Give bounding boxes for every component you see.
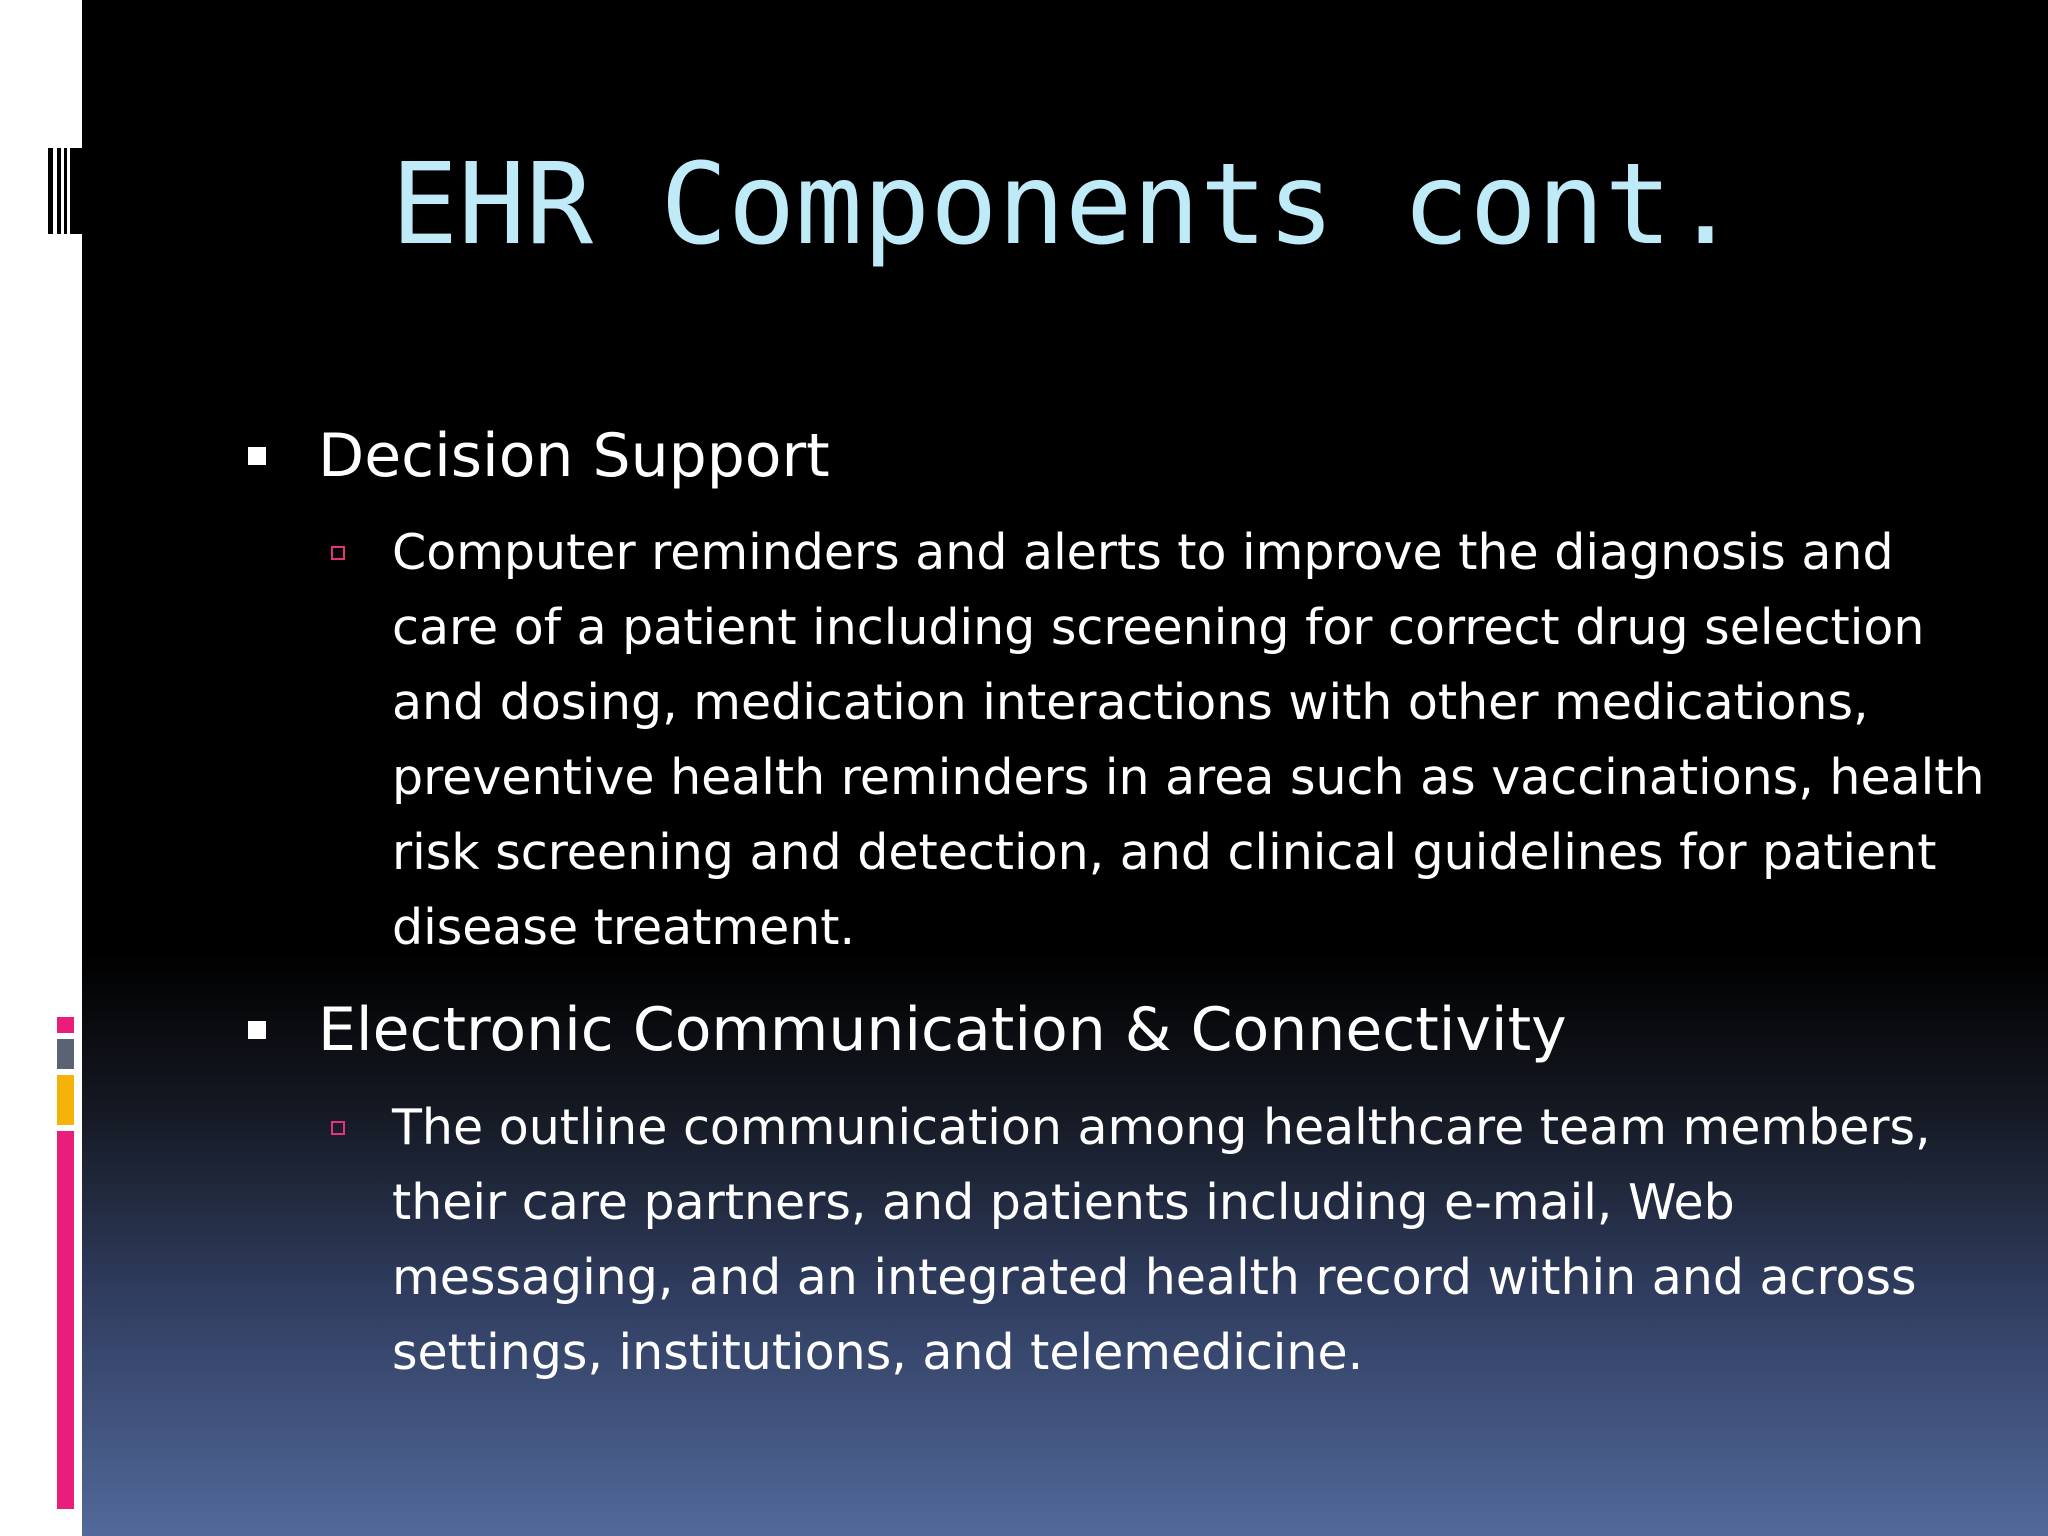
bullet-marker [248, 1021, 266, 1039]
sub-bullet-marker [331, 546, 345, 560]
slide-title: EHR Components cont. [390, 140, 1740, 270]
left-margin [0, 0, 82, 1536]
section-heading-electronic-communication: Electronic Communication & Connectivity [318, 995, 1567, 1065]
sub-bullet-marker [331, 1121, 345, 1135]
accent-bar-pink-top [57, 1017, 74, 1033]
section-heading-decision-support: Decision Support [318, 421, 830, 491]
section-body-decision-support: Computer reminders and alerts to improve the diagnosis and care of a patient including screening for correct drug selection and dosing, medication interactions with other medications, preventive health reminders in area such as vaccinations, health risk screening and detection, and clinical guidelines for patient disease treatment. [392, 524, 1985, 956]
accent-bar-gray [57, 1039, 74, 1069]
accent-bar-pink-long [57, 1131, 74, 1509]
section-body-electronic-communication: The outline communication among healthcare team members, their care partners, and patients including e-mail, Web messaging, and an integrated health record within and across settings, institutions, and telemedicine. [392, 1099, 1931, 1381]
bullet-marker [248, 447, 266, 465]
accent-bar-gold [57, 1075, 74, 1125]
decorative-stripes [48, 148, 82, 234]
